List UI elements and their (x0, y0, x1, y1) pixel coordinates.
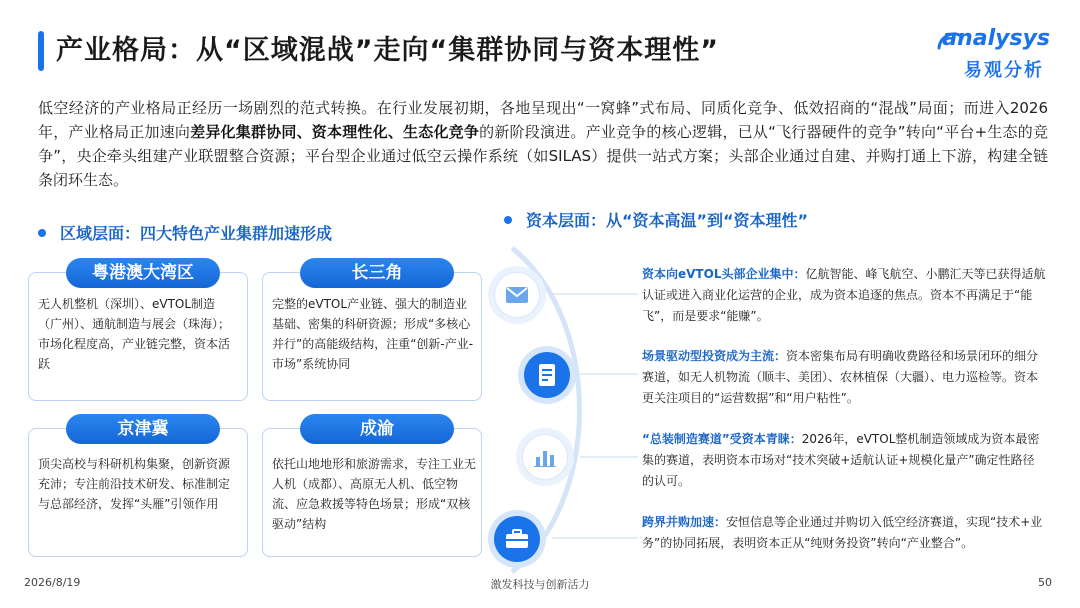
capital-item-lead: “总装制造赛道”受资本青睐： (642, 432, 802, 446)
cluster-text-cy: 依托山地地形和旅游需求，专注工业无人机（成都）、高原无人机、低空物流、应急救援等特色场景；形成“双核驱动”结构 (272, 457, 477, 531)
intro-bold-text: 差异化集群协同、资本理性化、生态化竞争 (190, 123, 480, 141)
capital-item (642, 264, 1046, 327)
capital-heading-text: 资本层面：从“资本高温”到“资本理性” (526, 211, 809, 230)
capital-item (642, 512, 1046, 554)
cluster-tag-gba: 粤港澳大湾区 (66, 258, 220, 288)
page-number: 50 (1038, 576, 1052, 589)
analysys-logo (932, 26, 1050, 82)
capital-item (642, 429, 1046, 492)
document-icon (524, 352, 570, 398)
bar-chart-icon (522, 434, 568, 480)
intro-text-2: 的新阶段演进。产业竞争的核心逻辑，已从“飞行器硬件的竞争”转向“平台+生态的竞争”，央企牵头组建产业联盟整合资源；平台型企业通过低空云操作系统（如SILAS）提供一站式方案；头部企业通过自建、并购打通上下游，构建全链条闭环生态。 (38, 123, 1048, 189)
briefcase-icon (494, 516, 540, 562)
cluster-tag-yrd: 长三角 (300, 258, 454, 288)
region-heading-text: 区域层面：四大特色产业集群加速形成 (60, 224, 333, 243)
footer-slogan: 激发科技与创新活力 (490, 578, 590, 591)
capital-item-text: 亿航智能、峰飞航空、小鹏汇天等已获得适航认证或进入商业化运营的企业，成为资本追逐的焦点。资本不再满足于“能飞”，而是要求“能赚”。 (642, 267, 1046, 323)
capital-section-heading (504, 208, 808, 231)
capital-item-lead: 场景驱动型投资成为主流： (642, 349, 787, 363)
cluster-tag-jjj: 京津冀 (66, 414, 220, 444)
cluster-text-jjj: 顶尖高校与科研机构集聚，创新资源充沛；专注前沿技术研发、标准制定与总部经济，发挥“头雁”引领作用 (38, 457, 231, 511)
intro-text-1: 低空经济的产业格局正经历一场剧烈的范式转换。在行业发展初期，各地呈现出“一窝蜂”式布局、同质化竞争、低效招商的“混战”局面；而进入2026年，产业格局正加速向 (38, 99, 1048, 141)
logo-chinese-name: 易观分析 (964, 60, 1044, 81)
logo-wordmark: analysys (942, 26, 1050, 51)
capital-item-lead: 跨界并购加速： (642, 515, 727, 529)
mail-icon (494, 272, 540, 318)
cluster-text-yrd: 完整的eVTOL产业链、强大的制造业基础、密集的科研资源；形成“多核心并行”的高能级结构，注重“创新-产业-市场”系统协同 (272, 297, 474, 371)
cluster-tag-cy: 成渝 (300, 414, 454, 444)
capital-item (642, 346, 1046, 409)
connector-arc (452, 240, 642, 580)
capital-item-text: 安恒信息等企业通过并购切入低空经济赛道，实现“技术+业务”的协同拓展，表明资本正从“纯财务投资”转向“产业整合”。 (642, 515, 1043, 550)
bullet-dot-icon (38, 229, 46, 237)
page-title: 产业格局：从“区域混战”走向“集群协同与资本理性” (56, 35, 719, 66)
footer-date: 2026/8/19 (24, 576, 81, 589)
bullet-dot-icon (504, 216, 512, 224)
capital-item-lead: 资本向eVTOL头部企业集中： (642, 267, 806, 281)
intro-paragraph (38, 96, 1048, 192)
title-accent-bar (38, 31, 44, 71)
capital-item-text: 资本密集布局有明确收费路径和场景闭环的细分赛道，如无人机物流（顺丰、美团）、农林植保（大疆）、电力巡检等。资本更关注项目的“运营数据”和“用户粘性”。 (642, 349, 1039, 405)
capital-item-text: 2026年，eVTOL整机制造领域成为资本最密集的赛道，表明资本市场对“技术突破+适航认证+规模化量产”确定性路径的认可。 (642, 432, 1040, 488)
cluster-text-gba: 无人机整机（深圳）、eVTOL制造（广州）、通航制造与展会（珠海）；市场化程度高，产业链完整，资本活跃 (38, 297, 231, 371)
region-section-heading (38, 221, 332, 244)
